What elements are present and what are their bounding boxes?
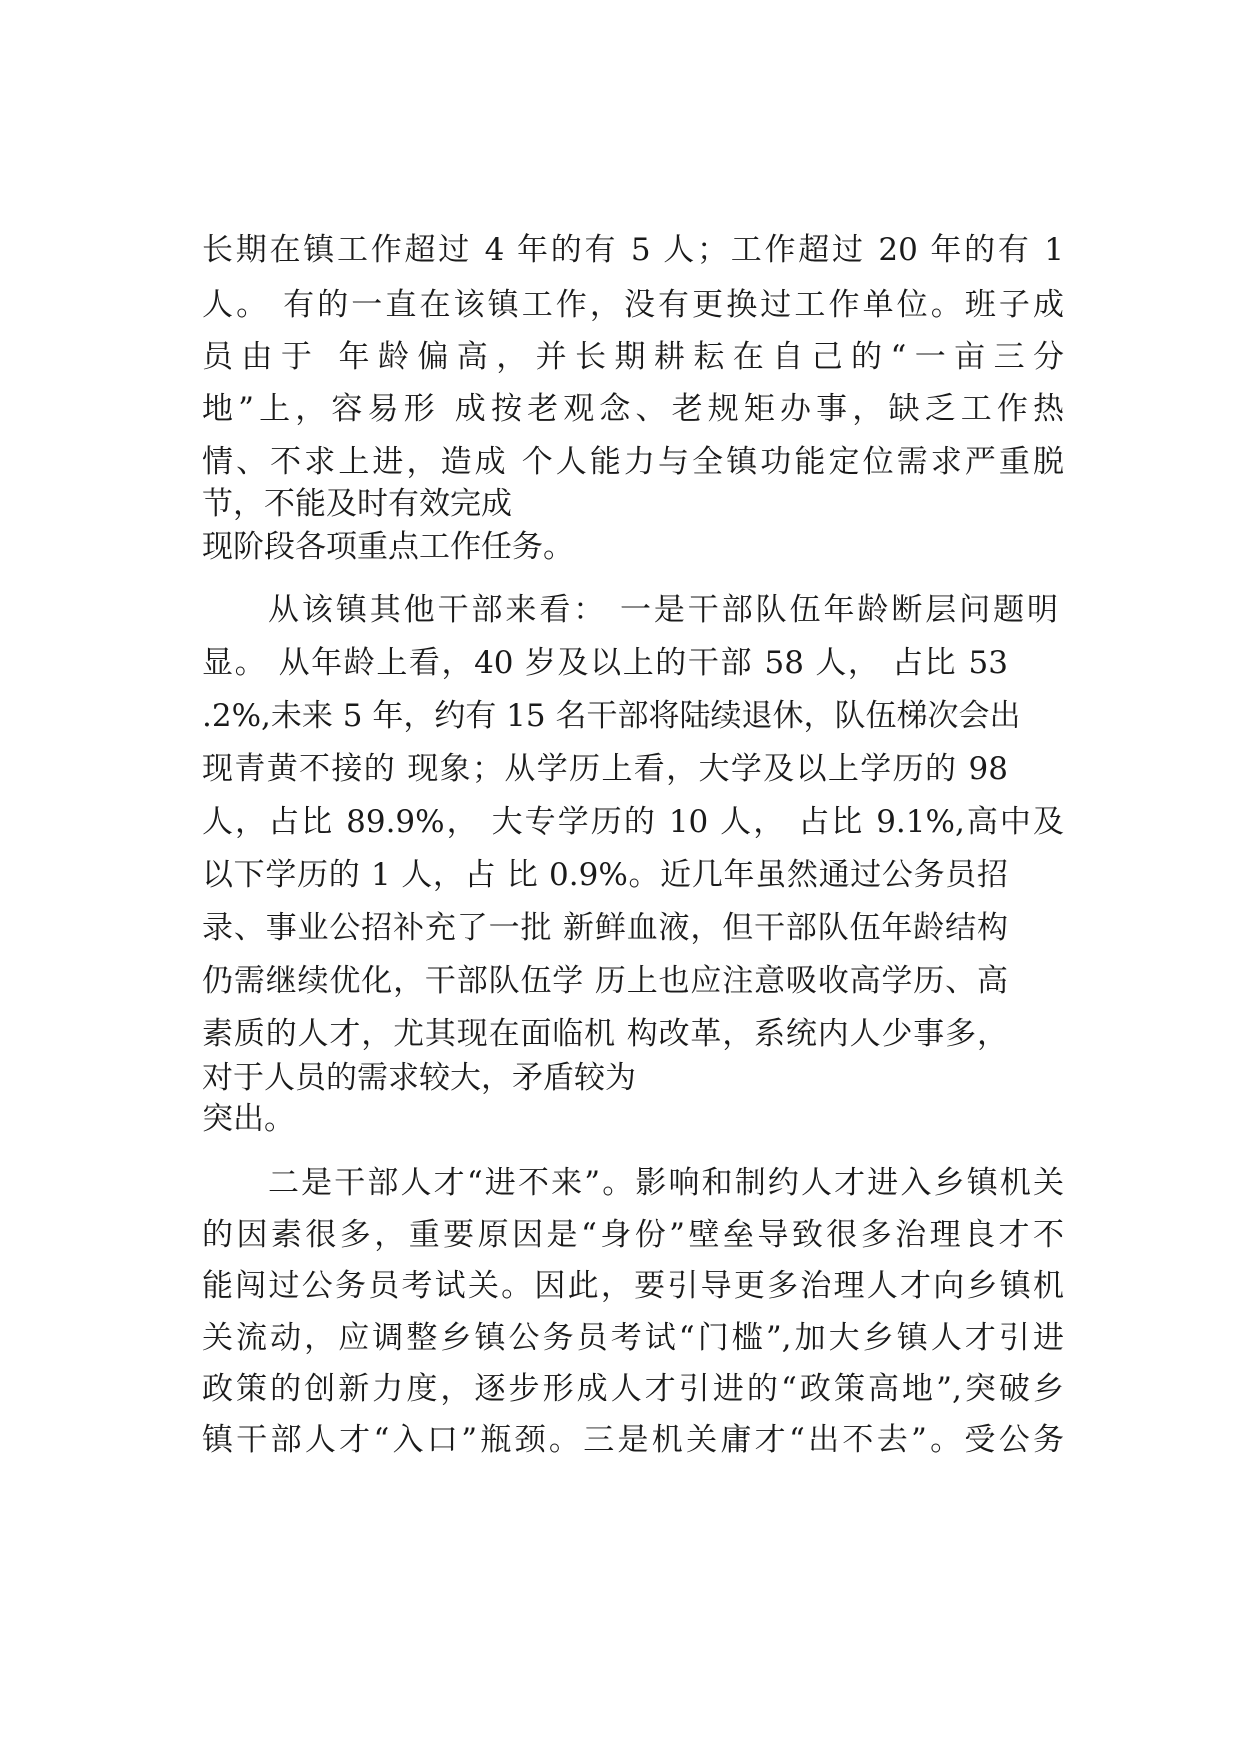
text-line: 情、不求上进，造成 个人能力与全镇功能定位需求严重脱: [202, 444, 1064, 480]
text-line: 突出。: [202, 1101, 295, 1137]
paragraph-start-line: 二是干部人才“进不来”。影响和制约人才进入乡镇机关: [268, 1165, 1064, 1201]
text-line: 录、事业公招补充了一批 新鲜血液，但干部队伍年龄结构: [202, 910, 1008, 946]
text-line: 对于人员的需求较大，矛盾较为: [202, 1060, 636, 1096]
text-line: 能闯过公务员考试关。因此，要引导更多治理人才向乡镇机: [202, 1268, 1064, 1304]
text-line: 仍需继续优化，干部队伍学 历上也应注意吸收高学历、高: [202, 963, 1008, 999]
text-line: 政策的创新力度，逐步形成人才引进的“政策高地”,突破乡: [202, 1371, 1064, 1407]
text-line: 的因素很多，重要原因是“身份”壁垒导致很多治理良才不: [202, 1217, 1064, 1253]
text-line: 镇干部人才“入口”瓶颈。三是机关庸才“出不去”。受公务: [202, 1422, 1064, 1458]
text-line: 素质的人才，尤其现在面临机 构改革，系统内人少事多，: [202, 1016, 1008, 1052]
text-line: 地”上，容易形 成按老观念、老规矩办事，缺乏工作热: [202, 391, 1064, 427]
paragraph-start-line: 从该镇其他干部来看： 一是干部队伍年龄断层问题明: [268, 592, 1058, 628]
text-line: 员由于 年龄偏高，并长期耕耘在自己的“一亩三分: [202, 339, 1064, 375]
text-line: 现青黄不接的 现象；从学历上看，大学及以上学历的 98: [202, 751, 1008, 787]
text-line: 关流动，应调整乡镇公务员考试“门槛”,加大乡镇人才引进: [202, 1320, 1064, 1356]
text-line: .2%,未来 5 年，约有 15 名干部将陆续退休，队伍梯次会出: [202, 698, 1021, 734]
text-line: 显。 从年龄上看，40 岁及以上的干部 58 人， 占比 53: [202, 645, 1008, 681]
text-line: 人。 有的一直在该镇工作，没有更换过工作单位。班子成: [202, 287, 1064, 323]
text-line: 人，占比 89.9%， 大专学历的 10 人， 占比 9.1%,高中及: [202, 804, 1064, 840]
text-line: 长期在镇工作超过 4 年的有 5 人；工作超过 20 年的有 1: [202, 232, 1064, 268]
text-line: 现阶段各项重点工作任务。: [202, 529, 574, 565]
text-line: 节，不能及时有效完成: [202, 486, 512, 522]
text-line: 以下学历的 1 人，占 比 0.9%。近几年虽然通过公务员招: [202, 857, 1008, 893]
